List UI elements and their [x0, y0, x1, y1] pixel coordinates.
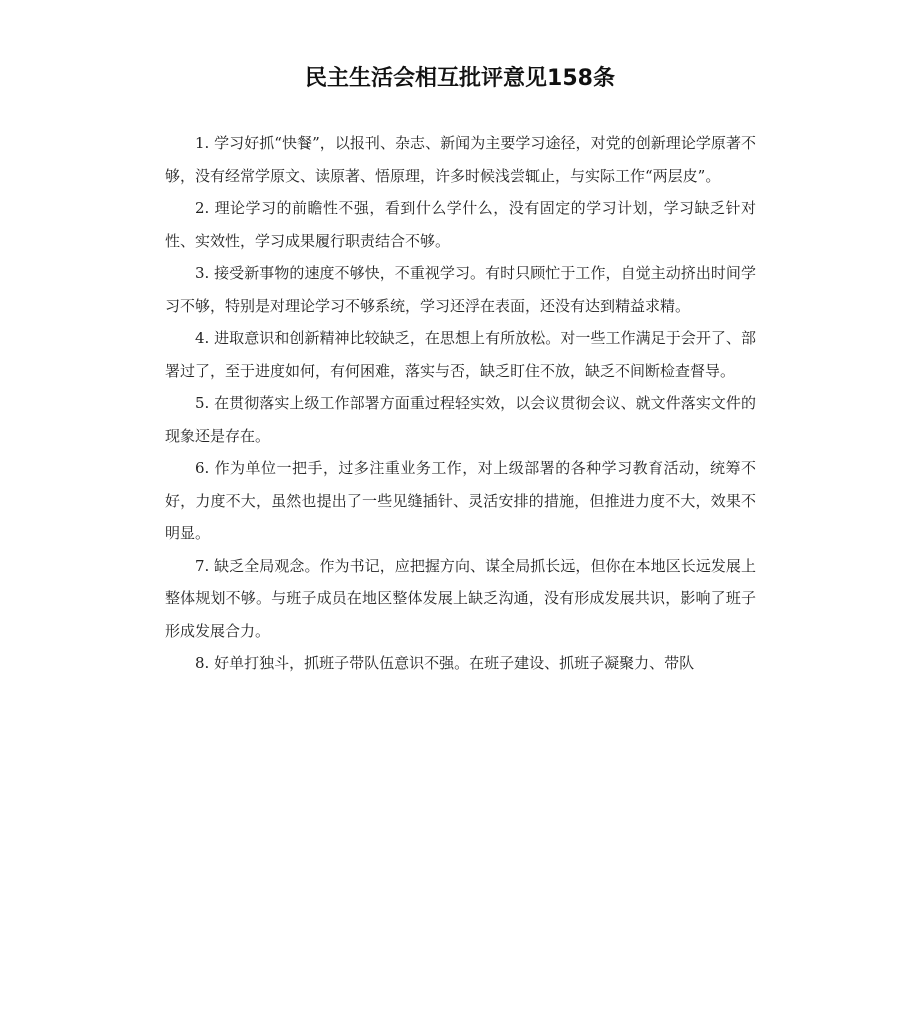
paragraph-4: 4. 进取意识和创新精神比较缺乏，在思想上有所放松。对一些工作满足于会开了、部署过了，至于进度如何，有何困难，落实与否，缺乏盯住不放，缺乏不间断检查督导。 [165, 329, 756, 380]
paragraph-3: 3. 接受新事物的速度不够快，不重视学习。有时只顾忙于工作，自觉主动挤出时间学习不够，特别是对理论学习不够系统，学习还浮在表面，还没有达到精益求精。 [165, 264, 756, 315]
document-title: 民主生活会相互批评意见158条 [305, 66, 615, 91]
paragraph-2: 2. 理论学习的前瞻性不强，看到什么学什么，没有固定的学习计划，学习缺乏针对性、实效性，学习成果履行职责结合不够。 [165, 199, 756, 250]
paragraph-6: 6. 作为单位一把手，过多注重业务工作，对上级部署的各种学习教育活动，统筹不好，力度不大，虽然也提出了一些见缝插针、灵活安排的措施，但推进力度不大，效果不明显。 [165, 459, 756, 542]
paragraph-1: 1. 学习好抓“快餐”，以报刊、杂志、新闻为主要学习途径，对党的创新理论学原著不够，没有经常学原文、读原著、悟原理，许多时候浅尝辄止，与实际工作“两层皮”。 [165, 134, 756, 185]
paragraph-5: 5. 在贯彻落实上级工作部署方面重过程轻实效，以会议贯彻会议、就文件落实文件的现象还是存在。 [165, 394, 756, 445]
paragraph-7: 7. 缺乏全局观念。作为书记，应把握方向、谋全局抓长远，但你在本地区长远发展上整体规划不够。与班子成员在地区整体发展上缺乏沟通，没有形成发展共识，影响了班子形成发展合力。 [165, 556, 756, 640]
document-body [165, 127, 756, 680]
paragraph-8: 8. 好单打独斗，抓班子带队伍意识不强。在班子建设、抓班子凝聚力、带队 [195, 654, 695, 672]
